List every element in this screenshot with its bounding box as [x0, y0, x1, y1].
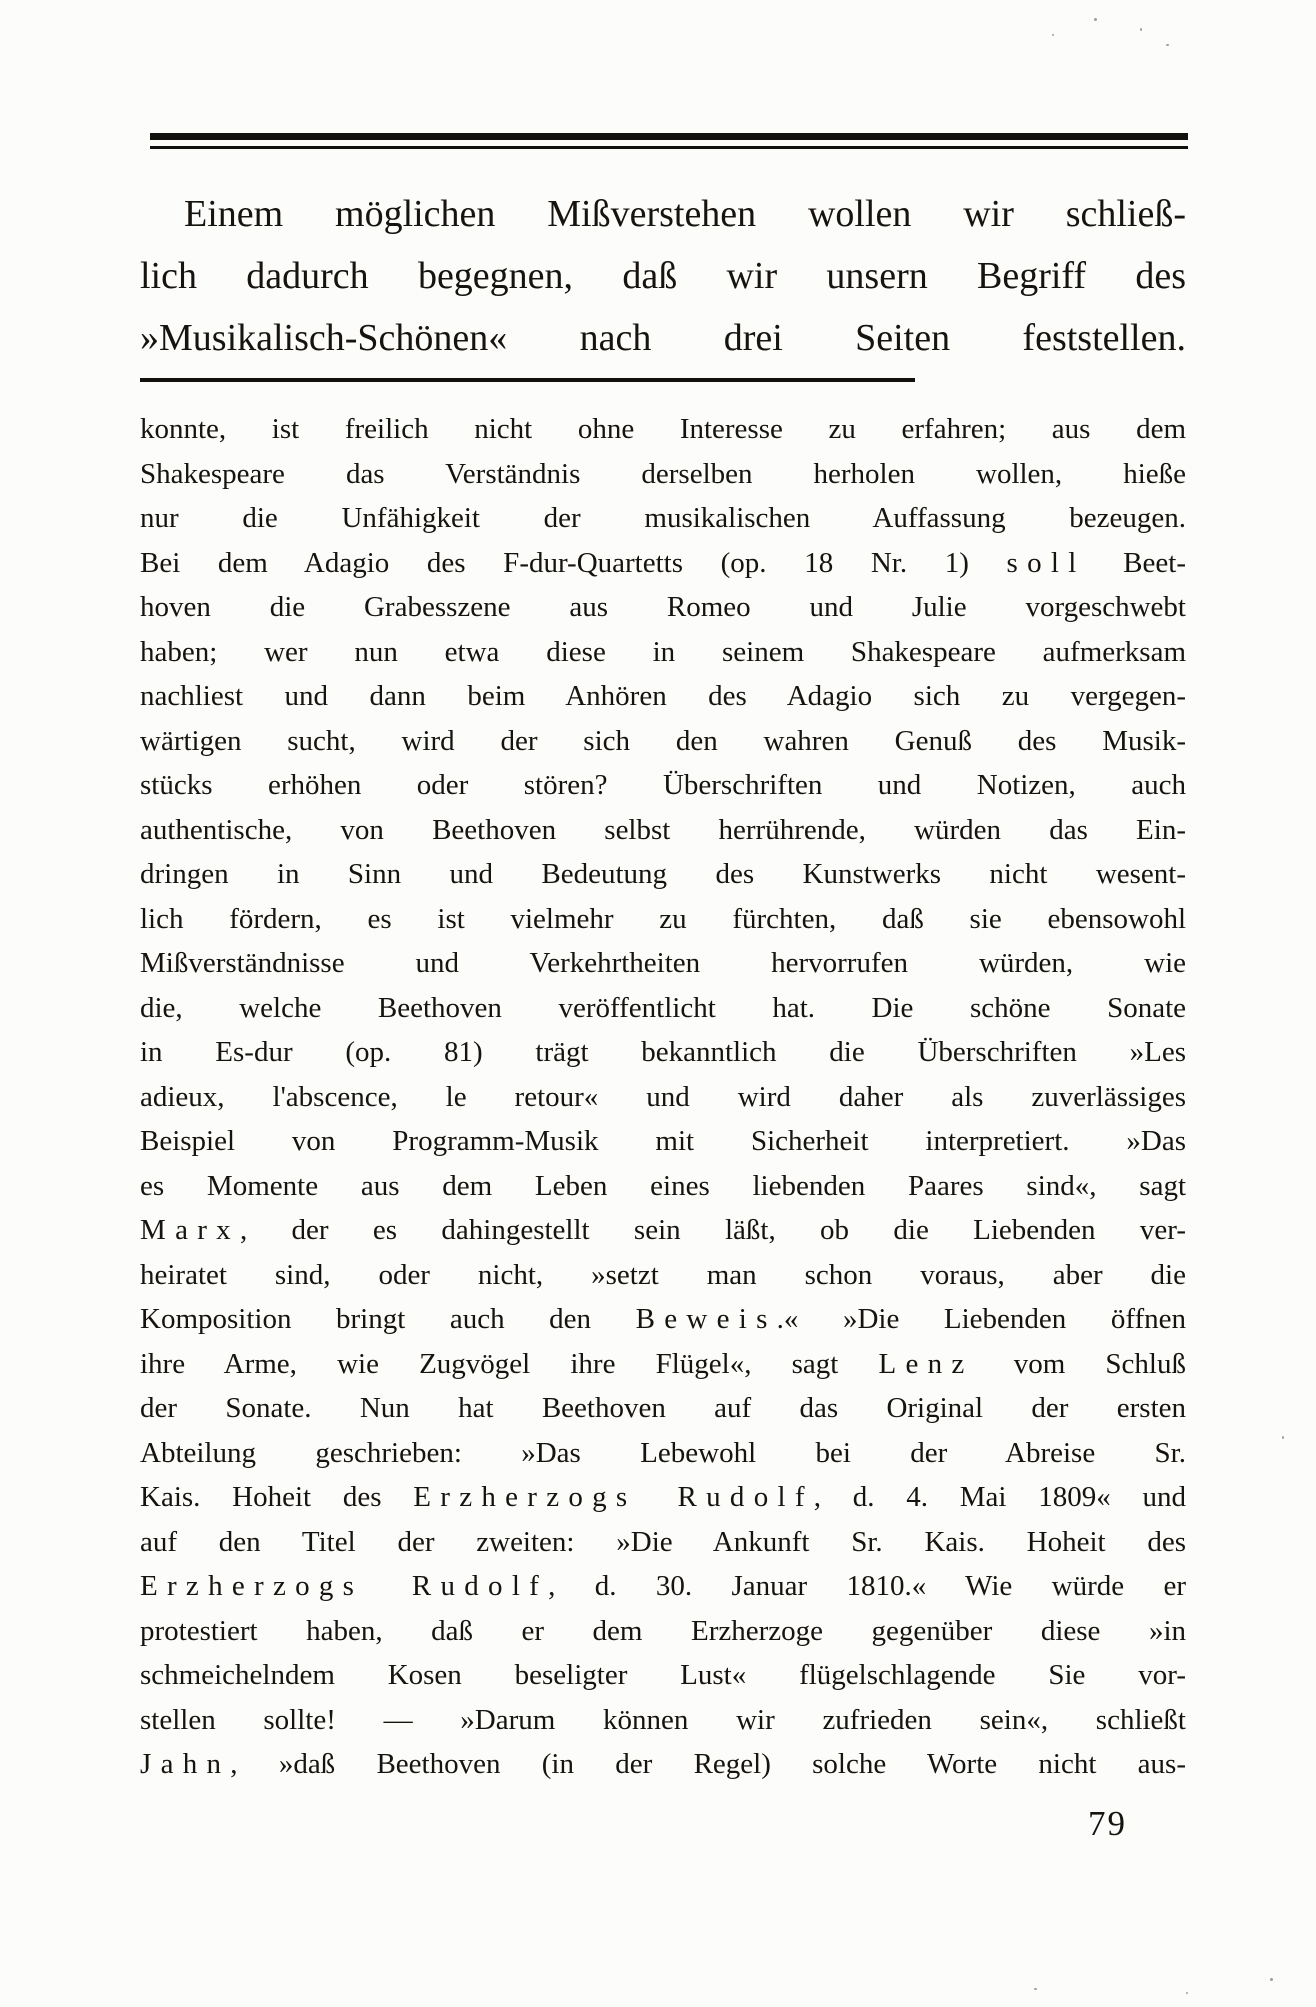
text-line — [140, 719, 1186, 764]
text-line — [140, 986, 1186, 1031]
text-segment: .« »Die Liebenden öffnen — [776, 1303, 1187, 1335]
text-line — [140, 763, 1186, 808]
text-line — [140, 1609, 1186, 1654]
letterspaced-emphasis: Beweis — [635, 1303, 777, 1335]
text-segment: hoven die Grabesszene aus Romeo und Julie vorgeschwebt — [140, 591, 1186, 623]
scan-speck — [1186, 1992, 1188, 1994]
text-line — [140, 1075, 1186, 1120]
page-number: 79 — [1088, 1804, 1127, 1843]
text-segment: Beet- — [1085, 546, 1186, 579]
text-line — [140, 1386, 1186, 1431]
text-segment: lich dadurch begegnen, daß wir unsern Begriff des — [140, 255, 1186, 297]
text-line — [140, 183, 1186, 245]
text-segment: wärtigen sucht, wird der sich den wahren Genuß des Musik- — [140, 724, 1186, 757]
text-segment: der Sonate. Nun hat Beethoven auf das Original der ersten — [140, 1392, 1186, 1424]
text-segment: heiratet sind, oder nicht, »setzt man schon voraus, aber die — [140, 1258, 1186, 1291]
text-line — [140, 245, 1186, 307]
letterspaced-emphasis: Jahn — [140, 1748, 231, 1780]
scan-speck — [1094, 18, 1097, 21]
text-line — [140, 1742, 1186, 1787]
letterspaced-emphasis: Erzherzogs Rudolf — [140, 1570, 549, 1602]
scan-speck — [1140, 28, 1142, 31]
text-segment: stellen sollte! — »Darum können wir zufrieden sein«, schließt — [140, 1703, 1186, 1736]
text-segment: in Es-dur (op. 81) trägt bekanntlich die Überschriften »Les — [140, 1036, 1186, 1068]
text-segment: auf den Titel der zweiten: »Die Ankunft Sr. Kais. Hoheit des — [140, 1525, 1186, 1558]
text-segment: adieux, l'abscence, le retour« und wird daher als zuverlässiges — [140, 1080, 1186, 1113]
body-paragraph — [140, 407, 1186, 1787]
scan-speck — [1034, 1988, 1037, 1990]
top-rule-thin — [150, 146, 1188, 149]
text-segment: schmeichelndem Kosen beseligter Lust« flügelschlagende Sie vor- — [140, 1659, 1186, 1691]
text-segment: Abteilung geschrieben: »Das Lebewohl bei der Abreise Sr. — [140, 1436, 1186, 1469]
text-line — [140, 541, 1186, 586]
top-double-rule — [150, 133, 1188, 149]
heading-divider-rule — [140, 378, 915, 382]
text-segment: die, welche Beethoven veröffentlicht hat. Die schöne Sonate — [140, 991, 1186, 1024]
text-line — [140, 1297, 1186, 1342]
letterspaced-emphasis: soll — [1006, 546, 1086, 579]
text-line — [140, 808, 1186, 853]
text-line — [140, 1119, 1186, 1164]
text-line — [140, 1342, 1186, 1387]
scan-speck — [1052, 34, 1054, 36]
text-segment: stücks erhöhen oder stören? Überschriften und Notizen, auch — [140, 769, 1186, 801]
text-line — [140, 1653, 1186, 1698]
scan-speck — [1270, 1978, 1273, 1981]
text-segment: »Musikalisch-Schönen« nach drei Seiten feststellen. — [140, 317, 1186, 359]
text-line — [140, 852, 1186, 897]
text-segment: dringen in Sinn und Bedeutung des Kunstwerks nicht wesent- — [140, 858, 1186, 890]
text-segment: Beispiel von Programm-Musik mit Sicherheit interpretiert. »Das — [140, 1125, 1186, 1157]
text-segment: ihre Arme, wie Zugvögel ihre Flügel«, sagt — [140, 1347, 879, 1380]
text-line — [140, 1520, 1186, 1565]
top-rule-thick — [150, 133, 1188, 140]
text-segment: authentische, von Beethoven selbst herrührende, würden das Ein- — [140, 813, 1186, 846]
text-line — [140, 307, 1186, 369]
letterspaced-emphasis: Lenz — [878, 1347, 974, 1380]
text-segment: , d. 30. Januar 1810.« Wie würde er — [548, 1570, 1186, 1602]
text-line — [140, 1253, 1186, 1298]
text-segment: haben; wer nun etwa diese in seinem Shakespeare aufmerksam — [140, 635, 1186, 668]
scan-speck — [1282, 1436, 1284, 1439]
text-segment: es Momente aus dem Leben eines liebenden Paares sind«, sagt — [140, 1169, 1186, 1202]
text-line — [140, 630, 1186, 675]
scan-speck — [1166, 44, 1169, 46]
text-line — [140, 496, 1186, 541]
text-line — [140, 1475, 1186, 1520]
text-line — [140, 897, 1186, 942]
text-line — [140, 585, 1186, 630]
text-segment: konnte, ist freilich nicht ohne Interesse zu erfahren; aus dem — [140, 413, 1186, 445]
text-line — [140, 1030, 1186, 1075]
text-segment: lich fördern, es ist vielmehr zu fürchten, daß sie ebensowohl — [140, 902, 1186, 935]
text-segment: Mißverständnisse und Verkehrtheiten hervorrufen würden, wie — [140, 947, 1186, 979]
text-line — [140, 407, 1186, 452]
text-line — [140, 1431, 1186, 1476]
letterspaced-emphasis: Erzherzogs Rudolf — [413, 1481, 814, 1513]
chapter-heading — [140, 183, 1186, 369]
text-segment: protestiert haben, daß er dem Erzherzoge gegenüber diese »in — [140, 1614, 1186, 1647]
text-segment: , der es dahingestellt sein läßt, ob die Liebenden ver- — [239, 1214, 1186, 1246]
text-segment: nachliest und dann beim Anhören des Adagio sich zu vergegen- — [140, 680, 1186, 712]
text-segment: Kais. Hoheit des — [140, 1481, 414, 1513]
letterspaced-emphasis: Marx — [140, 1214, 240, 1246]
text-line — [140, 941, 1186, 986]
text-segment: Komposition bringt auch den — [140, 1303, 636, 1335]
text-line — [140, 1564, 1186, 1609]
text-segment: Bei dem Adagio des F-dur-Quartetts (op. 18 Nr. 1) — [140, 546, 1007, 579]
text-line — [140, 674, 1186, 719]
text-segment: Einem möglichen Mißverstehen wollen wir schließ- — [184, 193, 1186, 235]
text-line — [140, 1698, 1186, 1743]
text-segment: , d. 4. Mai 1809« und — [813, 1481, 1186, 1513]
text-line — [140, 1164, 1186, 1209]
text-segment: nur die Unfähigkeit der musikalischen Auffassung bezeugen. — [140, 502, 1186, 534]
text-segment: vom Schluß — [973, 1347, 1186, 1380]
text-line — [140, 1208, 1186, 1253]
text-segment: , »daß Beethoven (in der Regel) solche Worte nicht aus- — [230, 1748, 1186, 1780]
text-line — [140, 452, 1186, 497]
text-segment: Shakespeare das Verständnis derselben herholen wollen, hieße — [140, 457, 1186, 490]
